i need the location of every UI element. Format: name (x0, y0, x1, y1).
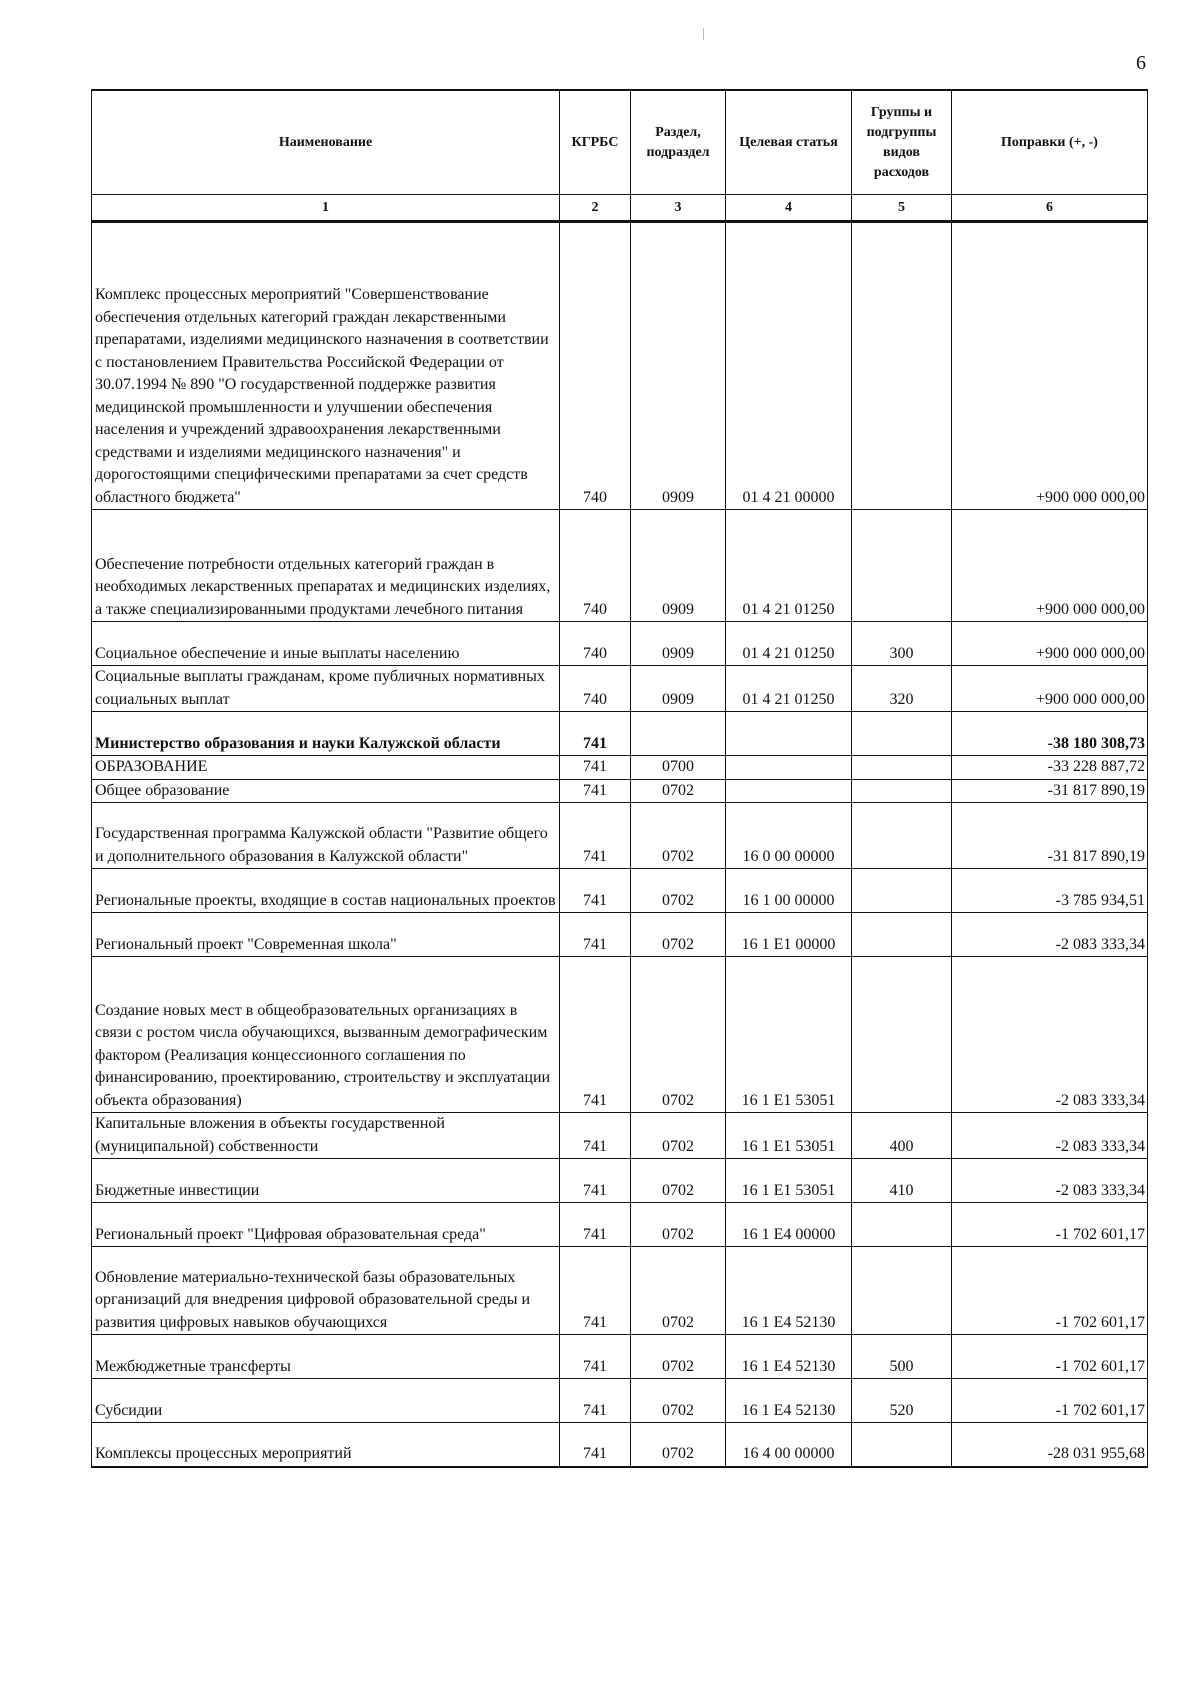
row-expense-group (852, 913, 952, 957)
header-expense-groups: Группы и подгруппы видов расходов (852, 90, 952, 195)
row-target-article: 16 1 E1 53051 (726, 1113, 852, 1159)
row-expense-group: 300 (852, 622, 952, 666)
header-target-article: Целевая статья (726, 90, 852, 195)
row-expense-group: 410 (852, 1159, 952, 1203)
row-razdel: 0702 (631, 1379, 726, 1423)
row-name: Субсидии (92, 1379, 560, 1423)
row-expense-group (852, 1423, 952, 1467)
row-expense-group (852, 222, 952, 510)
row-expense-group (852, 803, 952, 869)
row-amount: -2 083 333,34 (952, 957, 1148, 1113)
row-kgrbs: 741 (560, 1203, 631, 1247)
row-name: Социальные выплаты гражданам, кроме публичных нормативных социальных выплат (92, 666, 560, 712)
row-kgrbs: 741 (560, 1247, 631, 1335)
row-razdel: 0702 (631, 1203, 726, 1247)
row-amount: +900 000 000,00 (952, 622, 1148, 666)
row-expense-group: 320 (852, 666, 952, 712)
row-razdel: 0702 (631, 1423, 726, 1467)
column-number: 4 (726, 195, 852, 222)
row-amount: +900 000 000,00 (952, 510, 1148, 622)
row-name: Министерство образования и науки Калужской области (92, 712, 560, 756)
row-razdel: 0702 (631, 803, 726, 869)
row-expense-group (852, 510, 952, 622)
row-kgrbs: 741 (560, 1113, 631, 1159)
row-name: Бюджетные инвестиции (92, 1159, 560, 1203)
row-razdel: 0702 (631, 1335, 726, 1379)
row-name: Комплексы процессных мероприятий (92, 1423, 560, 1467)
column-number: 6 (952, 195, 1148, 222)
table-row (92, 957, 1148, 1113)
row-target-article: 01 4 21 01250 (726, 622, 852, 666)
row-razdel: 0909 (631, 666, 726, 712)
row-name: Общее образование (92, 779, 560, 803)
row-amount: -2 083 333,34 (952, 1159, 1148, 1203)
row-amount: -2 083 333,34 (952, 1113, 1148, 1159)
row-target-article: 16 1 E4 00000 (726, 1203, 852, 1247)
row-amount: -1 702 601,17 (952, 1247, 1148, 1335)
row-kgrbs: 740 (560, 666, 631, 712)
row-name: ОБРАЗОВАНИЕ (92, 756, 560, 780)
row-kgrbs: 741 (560, 803, 631, 869)
row-target-article: 16 1 E1 00000 (726, 913, 852, 957)
row-name: Региональные проекты, входящие в состав национальных проектов (92, 869, 560, 913)
row-kgrbs: 741 (560, 913, 631, 957)
row-kgrbs: 740 (560, 622, 631, 666)
budget-amendments-table (91, 89, 1148, 1468)
row-name: Социальное обеспечение и иные выплаты населению (92, 622, 560, 666)
row-target-article: 01 4 21 01250 (726, 666, 852, 712)
row-expense-group (852, 779, 952, 803)
row-expense-group (852, 1247, 952, 1335)
table-row (92, 712, 1148, 756)
row-razdel: 0909 (631, 510, 726, 622)
row-expense-group (852, 957, 952, 1113)
row-kgrbs: 741 (560, 957, 631, 1113)
row-target-article: 16 1 E4 52130 (726, 1247, 852, 1335)
row-amount: -1 702 601,17 (952, 1379, 1148, 1423)
table-row (92, 1335, 1148, 1379)
row-amount: -38 180 308,73 (952, 712, 1148, 756)
row-kgrbs: 741 (560, 756, 631, 780)
row-amount: +900 000 000,00 (952, 222, 1148, 510)
row-target-article: 01 4 21 00000 (726, 222, 852, 510)
table-row (92, 622, 1148, 666)
row-name: Капитальные вложения в объекты государственной (муниципальной) собственности (92, 1113, 560, 1159)
row-amount: +900 000 000,00 (952, 666, 1148, 712)
row-razdel: 0909 (631, 222, 726, 510)
row-expense-group: 520 (852, 1379, 952, 1423)
row-target-article: 16 1 E4 52130 (726, 1379, 852, 1423)
row-target-article: 16 0 00 00000 (726, 803, 852, 869)
table-row (92, 222, 1148, 510)
header-amendments: Поправки (+, -) (952, 90, 1148, 195)
row-amount: -31 817 890,19 (952, 779, 1148, 803)
row-target-article: 16 1 E1 53051 (726, 957, 852, 1113)
header-razdel: Раздел, подраздел (631, 90, 726, 195)
table-row (92, 1159, 1148, 1203)
row-amount: -1 702 601,17 (952, 1335, 1148, 1379)
row-kgrbs: 741 (560, 1423, 631, 1467)
row-target-article: 01 4 21 01250 (726, 510, 852, 622)
row-name: Государственная программа Калужской области "Развитие общего и дополнительного образования в Калужской области" (92, 803, 560, 869)
row-target-article: 16 1 E4 52130 (726, 1335, 852, 1379)
row-name: Региональный проект "Современная школа" (92, 913, 560, 957)
column-number: 2 (560, 195, 631, 222)
page-number: 6 (1136, 52, 1146, 74)
table-row (92, 1423, 1148, 1467)
row-expense-group (852, 756, 952, 780)
header-kgrbs: КГРБС (560, 90, 631, 195)
row-razdel: 0702 (631, 779, 726, 803)
row-expense-group: 400 (852, 1113, 952, 1159)
row-amount: -28 031 955,68 (952, 1423, 1148, 1467)
row-target-article (726, 779, 852, 803)
row-razdel: 0702 (631, 1247, 726, 1335)
row-target-article: 16 4 00 00000 (726, 1423, 852, 1467)
row-kgrbs: 741 (560, 1159, 631, 1203)
row-razdel: 0702 (631, 1159, 726, 1203)
row-amount: -3 785 934,51 (952, 869, 1148, 913)
row-razdel: 0702 (631, 957, 726, 1113)
row-expense-group (852, 869, 952, 913)
column-number: 3 (631, 195, 726, 222)
row-expense-group: 500 (852, 1335, 952, 1379)
row-amount: -1 702 601,17 (952, 1203, 1148, 1247)
table-row (92, 1247, 1148, 1335)
scan-mark (703, 28, 704, 40)
table-row (92, 869, 1148, 913)
header-name: Наименование (92, 90, 560, 195)
table-row (92, 1379, 1148, 1423)
row-amount: -2 083 333,34 (952, 913, 1148, 957)
row-name: Региональный проект "Цифровая образовательная среда" (92, 1203, 560, 1247)
table-row (92, 756, 1148, 780)
row-razdel: 0702 (631, 869, 726, 913)
row-expense-group (852, 1203, 952, 1247)
row-target-article: 16 1 00 00000 (726, 869, 852, 913)
row-kgrbs: 740 (560, 222, 631, 510)
row-expense-group (852, 712, 952, 756)
row-amount: -33 228 887,72 (952, 756, 1148, 780)
row-name: Межбюджетные трансферты (92, 1335, 560, 1379)
table-row (92, 1203, 1148, 1247)
column-numbers-row (92, 195, 1148, 222)
row-target-article: 16 1 E1 53051 (726, 1159, 852, 1203)
table-row (92, 913, 1148, 957)
column-number: 5 (852, 195, 952, 222)
row-razdel: 0909 (631, 622, 726, 666)
table-header-row (92, 90, 1148, 195)
row-name: Обеспечение потребности отдельных категорий граждан в необходимых лекарственных препаратах и медицинских изделиях, а также специализированными продуктами лечебного питания (92, 510, 560, 622)
row-kgrbs: 740 (560, 510, 631, 622)
row-kgrbs: 741 (560, 712, 631, 756)
row-kgrbs: 741 (560, 779, 631, 803)
row-razdel: 0702 (631, 913, 726, 957)
row-name: Обновление материально-технической базы образовательных организаций для внедрения цифровой образовательной среды и развития цифровых навыков обучающихся (92, 1247, 560, 1335)
row-razdel (631, 712, 726, 756)
row-name: Комплекс процессных мероприятий "Совершенствование обеспечения отдельных категорий граждан лекарственными препаратами, изделиями медицинского назначения в соответствии с постановлением Правительства Российской Федерации от 30.07.1994 № 890 "О государственной поддержке развития медицинской промышленности и улучшении обеспечения населения и учреждений здравоохранения лекарственными средствами и изделиями медицинского назначения" и дорогостоящими специфическими препаратами за счет средств областного бюджета" (92, 222, 560, 510)
table-row (92, 1113, 1148, 1159)
table-row (92, 779, 1148, 803)
table-row (92, 803, 1148, 869)
row-target-article (726, 756, 852, 780)
row-razdel: 0702 (631, 1113, 726, 1159)
row-amount: -31 817 890,19 (952, 803, 1148, 869)
row-razdel: 0700 (631, 756, 726, 780)
table-row (92, 510, 1148, 622)
table-row (92, 666, 1148, 712)
row-kgrbs: 741 (560, 1379, 631, 1423)
row-kgrbs: 741 (560, 869, 631, 913)
row-target-article (726, 712, 852, 756)
column-number: 1 (92, 195, 560, 222)
row-name: Создание новых мест в общеобразовательных организациях в связи с ростом числа обучающихся, вызванным демографическим фактором (Реализация концессионного соглашения по финансированию, проектированию, строительству и эксплуатации объекта образования) (92, 957, 560, 1113)
row-kgrbs: 741 (560, 1335, 631, 1379)
